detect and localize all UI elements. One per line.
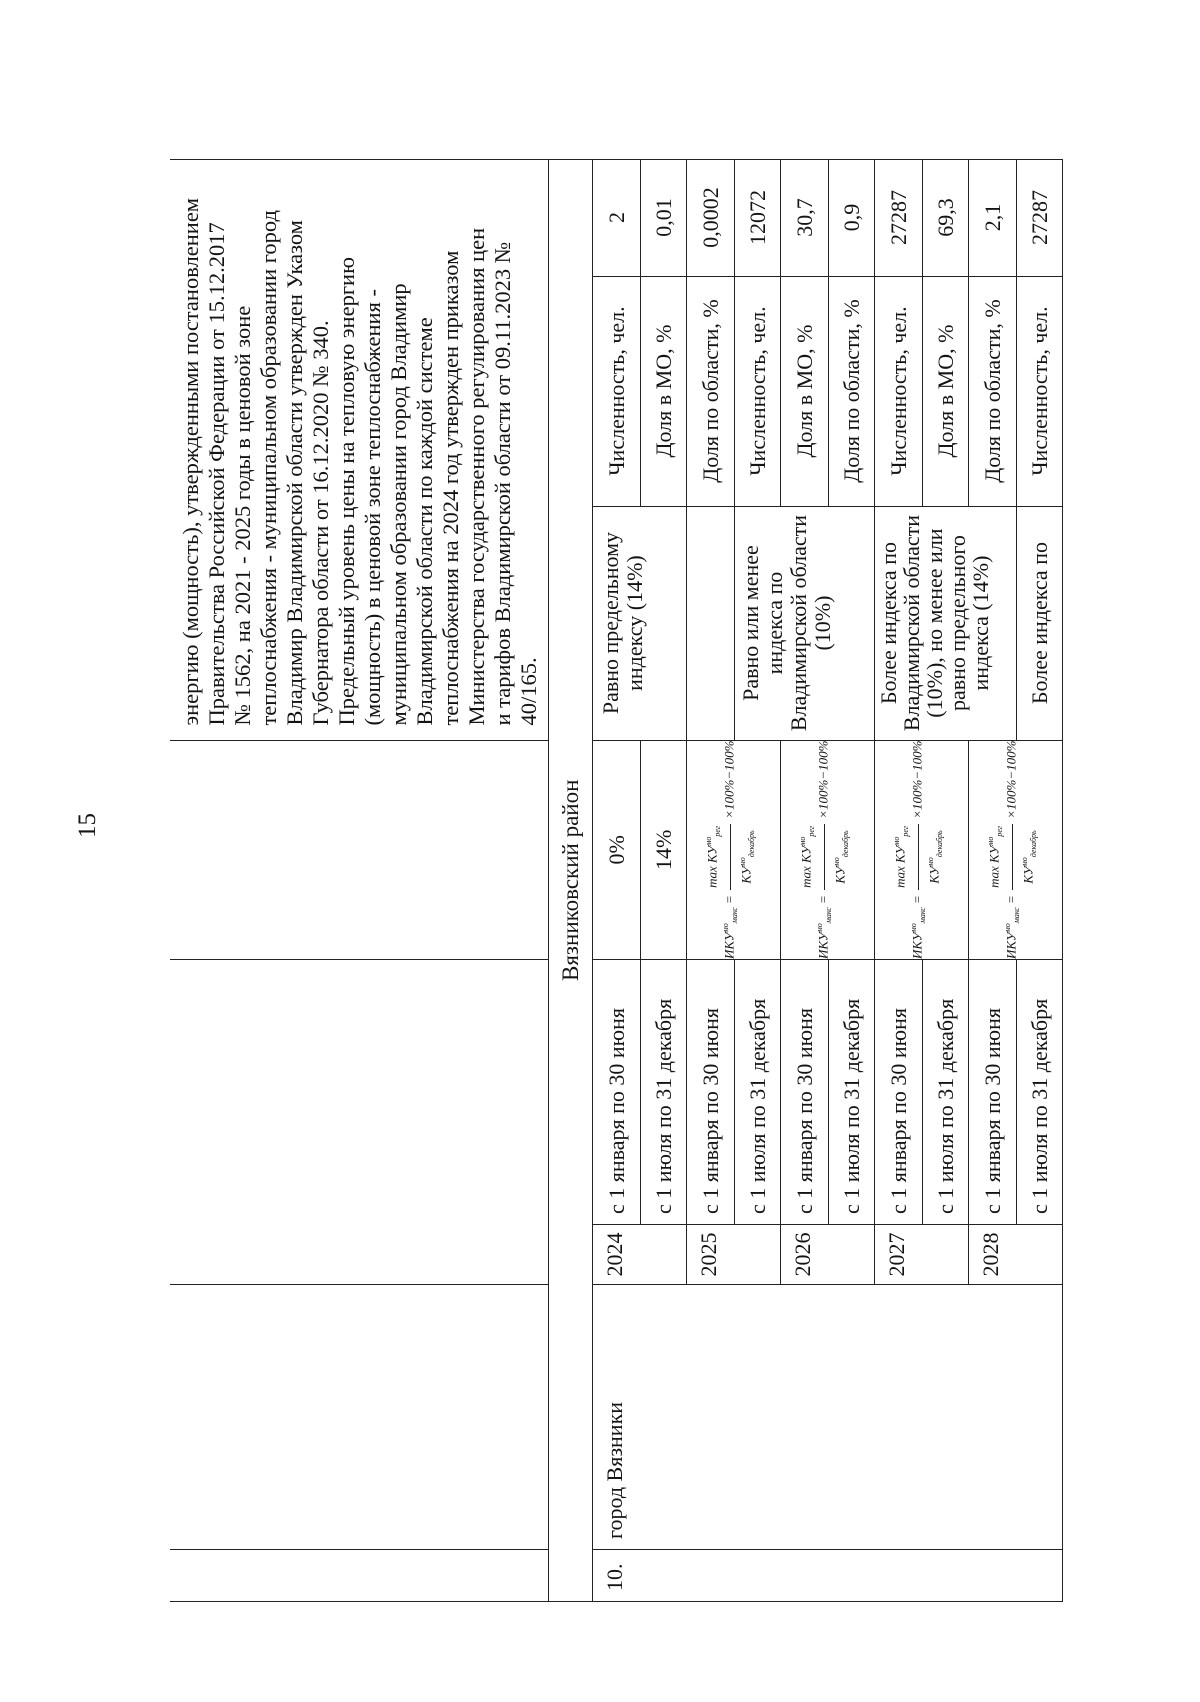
year-cell: 2024 xyxy=(593,1225,687,1285)
index-formula: $ИКУ^{мо}_{макс}$ = $\max КУ^{мо}_{рег}$ $КУ^{мо}_{декабрь}$ ×100%−100% xyxy=(969,740,1063,959)
metric-value: 0,01 xyxy=(641,159,687,276)
scenario-label: Равно или менее индекса по Владимирской области (10%) xyxy=(735,506,875,740)
metric-name: Доля в МО, % xyxy=(641,276,687,506)
row-number: 10. xyxy=(593,1550,1063,1602)
metric-value: 30,7 xyxy=(781,159,829,276)
scenario-label: Более индекса по xyxy=(1017,506,1063,740)
period-cell: с 1 июля по 31 декабря xyxy=(923,960,969,1225)
period-cell: с 1 июля по 31 декабря xyxy=(1017,960,1063,1225)
period-cell: с 1 июля по 31 декабря xyxy=(735,960,781,1225)
scenario-label: Более индекса по Владимирской области (10%), но менее или равно предельного индекса (14%) xyxy=(875,506,1017,740)
metric-name: Численность, чел. xyxy=(593,276,641,506)
municipality-name: город Вязники xyxy=(593,1285,1063,1550)
metric-name: Доля по области, % xyxy=(829,276,875,506)
metric-value: 27287 xyxy=(875,159,923,276)
description-text: энергию (мощность), утвержденными постановлением Правительства Российской Федерации от 15.12.2017 № 1562, на 2021 - 2025 годы в ценовой зоне теплоснабжения - муниципальном образовании город Владимир Владимирской области утвержден Указом Губернатора области от 16.12.2020 № 340. Предельный уровень цены на тепловую энергию (мощность) в ценовой зоне теплоснабжения - муниципальном образовании город Владимир Владимирской области по каждой системе теплоснабжения на 2024 год утвержден приказом Министерства государственного регулирования цен и тарифов Владимирской области от 09.11.2023 № 40/165. xyxy=(170,159,549,740)
year-cell: 2025 xyxy=(687,1225,781,1285)
metric-name: Доля в МО, % xyxy=(781,276,829,506)
metric-name: Численность, чел. xyxy=(735,276,781,506)
period-cell: с 1 января по 30 июня xyxy=(969,960,1017,1225)
period-cell: с 1 июля по 31 декабря xyxy=(829,960,875,1225)
scenario-label: Равно предельному индексу (14%) xyxy=(593,506,687,740)
index-formula: $ИКУ^{мо}_{макс}$ = $\max КУ^{мо}_{рег}$ $КУ^{мо}_{декабрь}$ ×100%−100% xyxy=(875,740,969,959)
metric-value: 0,9 xyxy=(829,159,875,276)
metric-value: 2 xyxy=(593,159,641,276)
metric-name: Доля по области, % xyxy=(969,276,1017,506)
metric-value: 2,1 xyxy=(969,159,1017,276)
metric-value: 69,3 xyxy=(923,159,969,276)
period-cell: с 1 января по 30 июня xyxy=(781,960,829,1225)
district-header: Вязниковский район xyxy=(549,159,593,1601)
metric-name: Численность, чел. xyxy=(1017,276,1063,506)
year-cell: 2027 xyxy=(875,1225,969,1285)
period-cell: с 1 июля по 31 декабря xyxy=(641,960,687,1225)
period-cell: с 1 января по 30 июня xyxy=(875,960,923,1225)
index-formula: $ИКУ^{мо}_{макс}$ = $\max КУ^{мо}_{рег}$ $КУ^{мо}_{декабрь}$ ×100%−100% xyxy=(687,740,781,959)
metric-name: Доля в МО, % xyxy=(923,276,969,506)
index-formula: $ИКУ^{мо}_{макс}$ = $\max КУ^{мо}_{рег}$ $КУ^{мо}_{декабрь}$ ×100%−100% xyxy=(781,740,875,959)
metric-value: 0,0002 xyxy=(687,159,735,276)
metric-value: 12072 xyxy=(735,159,781,276)
period-cell: с 1 января по 30 июня xyxy=(593,960,641,1225)
index-value: 14% xyxy=(641,740,687,959)
tariff-table xyxy=(170,159,1063,1602)
year-cell: 2028 xyxy=(969,1225,1063,1285)
page-number: 15 xyxy=(74,813,101,838)
description-row xyxy=(170,159,549,1601)
metric-value: 27287 xyxy=(1017,159,1063,276)
year-cell: 2026 xyxy=(781,1225,875,1285)
index-value: 0% xyxy=(593,740,641,959)
period-cell: с 1 января по 30 июня xyxy=(687,960,735,1225)
metric-name: Численность, чел. xyxy=(875,276,923,506)
metric-name: Доля по области, % xyxy=(687,276,735,506)
